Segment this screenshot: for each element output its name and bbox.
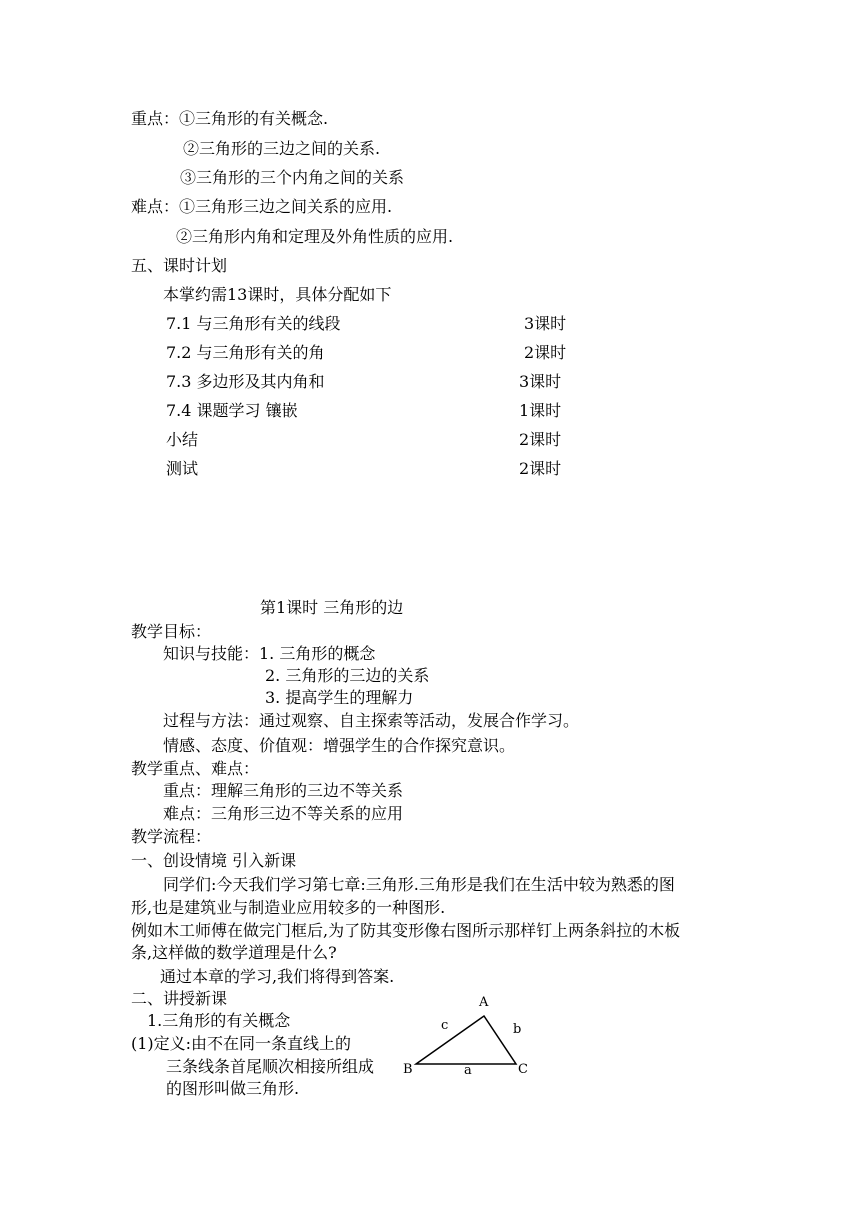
schedule-row-hours: 2课时: [519, 430, 562, 449]
definition-line: 三条线条首尾顺次相接所组成: [166, 1057, 375, 1076]
key-point-item: ③三角形的三个内角之间的关系: [180, 168, 405, 187]
difficulty-item: ①三角形三边之间关系的应用.: [179, 197, 393, 216]
flow-heading: 教学流程：: [131, 827, 212, 846]
schedule-row-hours: 1课时: [519, 401, 562, 420]
schedule-row-hours: 3课时: [519, 372, 562, 391]
knowledge-goal: 知识与技能：1. 三角形的概念: [163, 644, 376, 663]
schedule-row-topic: 7.2 与三角形有关的角: [166, 343, 325, 362]
schedule-row-hours: 3课时: [524, 314, 567, 333]
paragraph-line: 通过本章的学习,我们将得到答案.: [160, 967, 395, 986]
schedule-row-topic: 7.4 课题学习 镶嵌: [166, 401, 298, 420]
section-heading: 二、讲授新课: [131, 989, 228, 1008]
attitude-goal: 情感、态度、价值观：增强学生的合作探究意识。: [163, 736, 516, 755]
vertex-b-label: B: [403, 1062, 413, 1077]
schedule-row-topic: 测试: [166, 459, 199, 478]
triangle-figure: [398, 995, 538, 1084]
process-goal: 过程与方法：通过观察、自主探索等活动，发展合作学习。: [163, 711, 580, 730]
lesson-title: 第1课时 三角形的边: [260, 598, 404, 617]
vertex-c-label: C: [518, 1062, 528, 1077]
difficulty-item: ②三角形内角和定理及外角性质的应用.: [176, 227, 454, 246]
paragraph-line: 形,也是建筑业与制造业应用较多的一种图形.: [131, 898, 446, 917]
section-heading: 一、创设情境 引入新课: [131, 851, 297, 870]
focus-heading: 教学重点、难点：: [131, 759, 260, 778]
schedule-heading: 五、课时计划: [131, 256, 228, 275]
key-points-line-1: [131, 108, 328, 130]
key-point-item: ①三角形的有关概念.: [179, 109, 329, 128]
knowledge-goal: 3. 提高学生的理解力: [265, 688, 414, 707]
key-points-label: 重点：: [131, 109, 180, 128]
knowledge-goal: 2. 三角形的三边的关系: [265, 666, 430, 685]
schedule-row-topic: 7.3 多边形及其内角和: [166, 372, 325, 391]
paragraph-line: 例如木工师傅在做完门框后,为了防其变形像右图所示那样钉上两条斜拉的木板: [131, 921, 681, 940]
side-b-label: b: [513, 1022, 522, 1037]
schedule-row-topic: 7.1 与三角形有关的线段: [166, 314, 341, 333]
goals-heading: 教学目标：: [131, 622, 212, 641]
vertex-a-label: A: [479, 995, 489, 1010]
key-point-item: ②三角形的三边之间的关系.: [183, 139, 381, 158]
side-a-label: a: [464, 1063, 472, 1078]
paragraph-line: 同学们:今天我们学习第七章:三角形.三角形是我们在生活中较为熟悉的图: [163, 875, 675, 894]
focus-item: 重点：理解三角形的三边不等关系: [163, 781, 404, 800]
difficulties-line-1: [131, 196, 392, 218]
definition-line: 的图形叫做三角形.: [166, 1079, 300, 1098]
schedule-row-hours: 2课时: [524, 343, 567, 362]
schedule-row-hours: 2课时: [519, 459, 562, 478]
schedule-row-topic: 小结: [166, 430, 199, 449]
difficulties-label: 难点：: [131, 197, 180, 216]
triangle-shape: [416, 1016, 516, 1064]
difficulty-item: 难点：三角形三边不等关系的应用: [163, 804, 404, 823]
definition-line: (1)定义:由不在同一条直线上的: [131, 1034, 352, 1053]
paragraph-line: 条,这样做的数学道理是什么?: [131, 943, 337, 962]
schedule-intro: 本掌约需13课时，具体分配如下: [163, 285, 392, 304]
side-c-label: c: [441, 1018, 449, 1033]
concept-heading: 1.三角形的有关概念: [147, 1011, 291, 1030]
